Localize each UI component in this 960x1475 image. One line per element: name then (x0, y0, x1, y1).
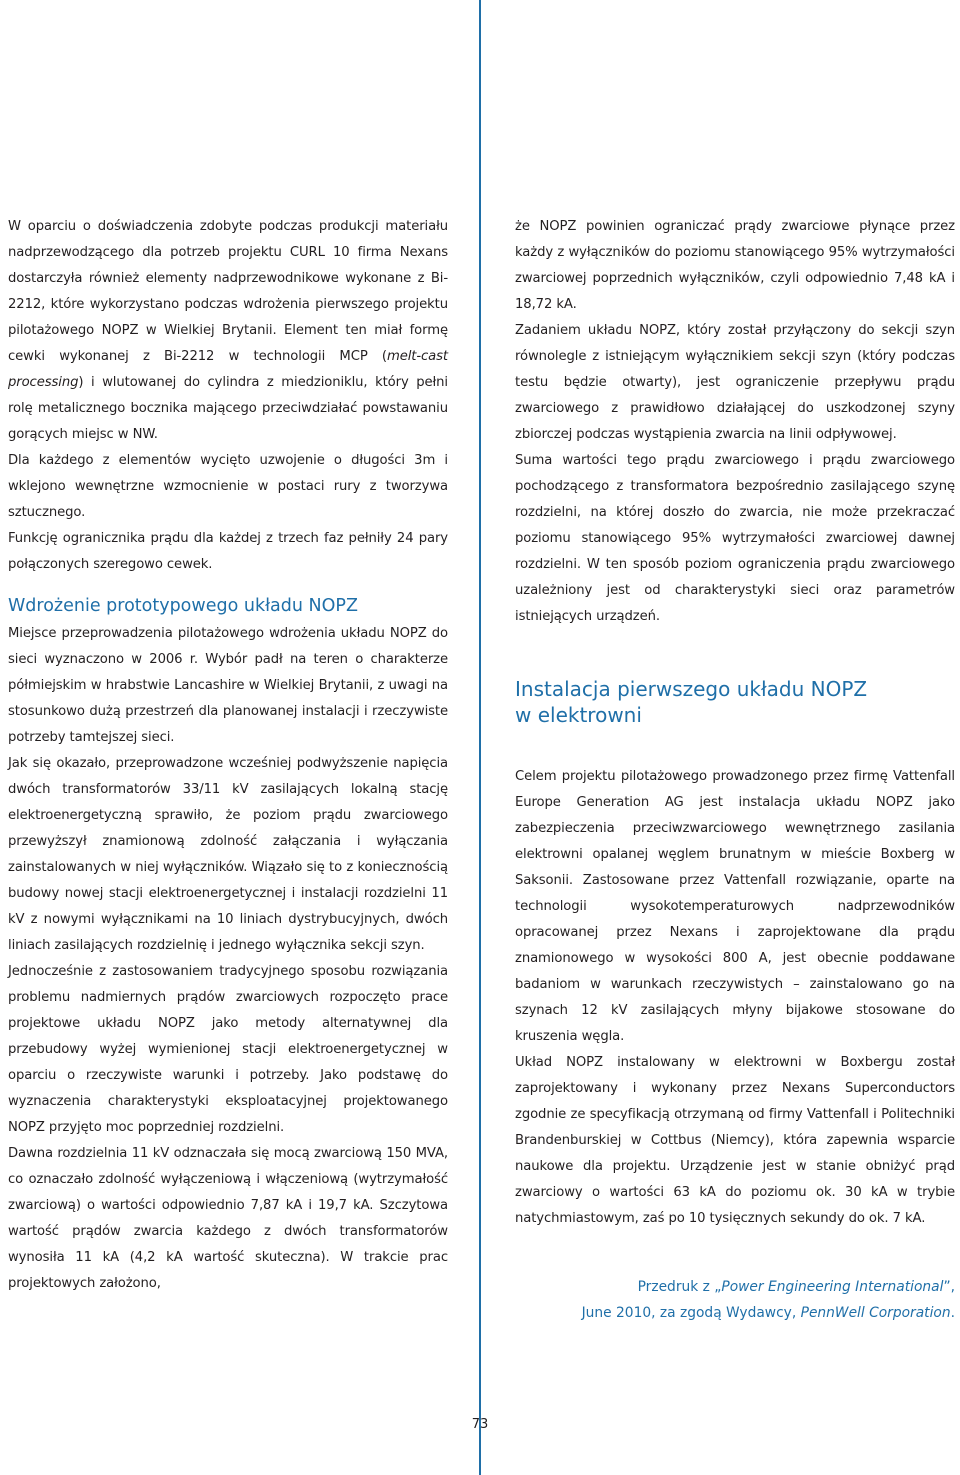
column-divider-rule (479, 0, 481, 1475)
page-number: 73 (471, 1417, 489, 1432)
paragraph: Suma wartości tego prądu zwarciowego i prądu zwarciowego pochodzącego z transformatora bezpośrednio zasilającego szynę rozdzielni, na której doszło do zwarcia, nie może przekraczać poziomu stanowiącego 95% wytrzymałości zwarciowej dawnej rozdzielni. W ten sposób poziom ograniczenia prądu zwarciowego uzależniony jest od charakterystyki sieci oraz parametrów istniejących urządzeń. (515, 453, 955, 624)
paragraph: Jednocześnie z zastosowaniem tradycyjnego sposobu rozwiązania problemu nadmiernych prądów zwarciowych rozpoczęto prace projektowe układu NOPZ jako metody alternatywnej dla przebudowy wyżej wymienionej stacji elektroenergetycznej w oparciu o rzeczywiste warunki i potrzeby. Jako podstawę do wyznaczenia charakterystyki eksploatacyjnej projektowanego NOPZ przyjęto moc poprzedniej rozdzielni. (8, 964, 448, 1135)
section-heading (515, 676, 955, 728)
publication-title: Power Engineering International (721, 1279, 944, 1295)
paragraph (8, 214, 448, 448)
paragraph: Funkcję ogranicznika prądu dla każdej z trzech faz pełniły 24 pary połączonych szeregowo cewek. (8, 531, 448, 572)
reprint-credit (515, 1274, 955, 1326)
publisher-name: PennWell Corporation (800, 1305, 951, 1321)
paragraph: Układ NOPZ instalowany w elektrowni w Boxbergu został zaprojektowany i wykonany przez Nexans Superconductors zgodnie ze specyfikacją otrzymaną od firmy Vattenfall i Politechniki Brandenburskiej w Cottbus (Niemcy), która zapewnia wsparcie naukowe dla projektu. Urządzenie jest w stanie obniżyć prąd zwarciowy o wartości 63 kA do poziomu ok. 30 kA w trybie natychmiastowym, zaś po 10 tysięcznych sekundy do ok. 7 kA. (515, 1055, 955, 1226)
paragraph: Miejsce przeprowadzenia pilotażowego wdrożenia układu NOPZ do sieci wyznaczono w 2006 r. Wybór padł na teren o charakterze półmiejskim w hrabstwie Lancashire w Wielkiej Brytanii, z uwagi na stosunkowo dużą przestrzeń dla planowanej instalacji i rzeczywiste potrzeby tamtejszej sieci. (8, 626, 448, 745)
heading-line: w elektrowni (515, 703, 642, 727)
paragraph: że NOPZ powinien ograniczać prądy zwarciowe płynące przez każdy z wyłączników do poziomu stanowiącego 95% wytrzymałości zwarciowej poprzednich wyłączników, czyli odpowiednio 7,48 kA i 18,72 kA. (515, 219, 955, 312)
text-run: ) i wlutowanej do cylindra z miedzioniklu, który pełni rolę metalicznego bocznika mającego przeciwdziałać powstawaniu gorących miejsc w NW. (8, 375, 448, 442)
paragraph: Celem projektu pilotażowego prowadzonego przez firmę Vattenfall Europe Generation AG jest instalacja układu NOPZ jako zabezpieczenia przeciwzwarciowego wewnętrznego zasilania elektrowni opalanej węglem brunatnym w mieście Boxberg w Saksonii. Zastosowane przez Vattenfall rozwiązanie, oparte na technologii wysokotemperaturowych nadprzewodników opracowanej przez Nexans i zaprojektowane dla prądu znamionowego w wysokości 800 A, jest obecnie poddawane badaniom w warunkach rzeczywistych – zainstalowano go na szynach 12 kV zasilających młyny bijakowe stosowane do kruszenia węgla. (515, 769, 955, 1044)
text-run: June 2010, za zgodą Wydawcy, (581, 1305, 801, 1321)
left-column (8, 214, 448, 1297)
text-run: ”, (943, 1279, 955, 1295)
section-heading: Wdrożenie prototypowego układu NOPZ (8, 596, 358, 616)
right-column (515, 214, 955, 1326)
paragraph: Dla każdego z elementów wycięto uzwojenie o długości 3m i wklejono wewnętrzne wzmocnienie w postaci rury z tworzywa sztucznego. (8, 453, 448, 520)
italic-term: melt-cast processing (8, 349, 448, 390)
text-run: . (950, 1305, 955, 1321)
text-run: W oparciu o doświadczenia zdobyte podczas produkcji materiału nadprzewodzącego dla potrzeb projektu CURL 10 firma Nexans dostarczyła również elementy nadprzewodnikowe wykonane z Bi-2212, które wykorzystano podczas wdrożenia pierwszego projektu pilotażowego NOPZ w Wielkiej Brytanii. Element ten miał formę cewki wykonanej z Bi-2212 w technologii MCP ( (8, 219, 448, 364)
paragraph: Jak się okazało, przeprowadzone wcześniej podwyższenie napięcia dwóch transformatorów 33/11 kV zasilających lokalną stację elektroenergetyczną sprawiło, że poziom prądu zwarciowego przewyższył znamionową zdolność załączania i wyłączania zainstalowanych w niej wyłączników. Wiązało się to z koniecznością budowy nowej stacji elektroenergetycznej i instalacji rozdzielni 11 kV z nowymi wyłącznikami na 10 liniach dystrybucyjnych, dwóch liniach zasilających rozdzielnię i jednego wyłącznika sekcji szyn. (8, 756, 448, 953)
text-run: Przedruk z „ (637, 1279, 722, 1295)
heading-line: Instalacja pierwszego układu NOPZ (515, 677, 868, 701)
paragraph: Zadaniem układu NOPZ, który został przyłączony do sekcji szyn równolegle z istniejącym wyłącznikiem sekcji szyn (który podczas testu będzie otwarty), jest ograniczenie przepływu prądu zwarciowego z prawidłowo działającej do uszkodzonej szyny zbiorczej podczas wystąpienia zwarcia na linii odpływowej. (515, 323, 955, 442)
paragraph: Dawna rozdzielnia 11 kV odznaczała się mocą zwarciową 150 MVA, co oznaczało zdolność wyłączeniową i włączeniową (wytrzymałość zwarciową) o wartości odpowiednio 7,87 kA i 19,7 kA. Szczytowa wartość prądów zwarcia każdego z dwóch transformatorów wynosiła 11 kA (4,2 kA wartość skuteczna). W trakcie prac projektowych założono, (8, 1146, 448, 1291)
